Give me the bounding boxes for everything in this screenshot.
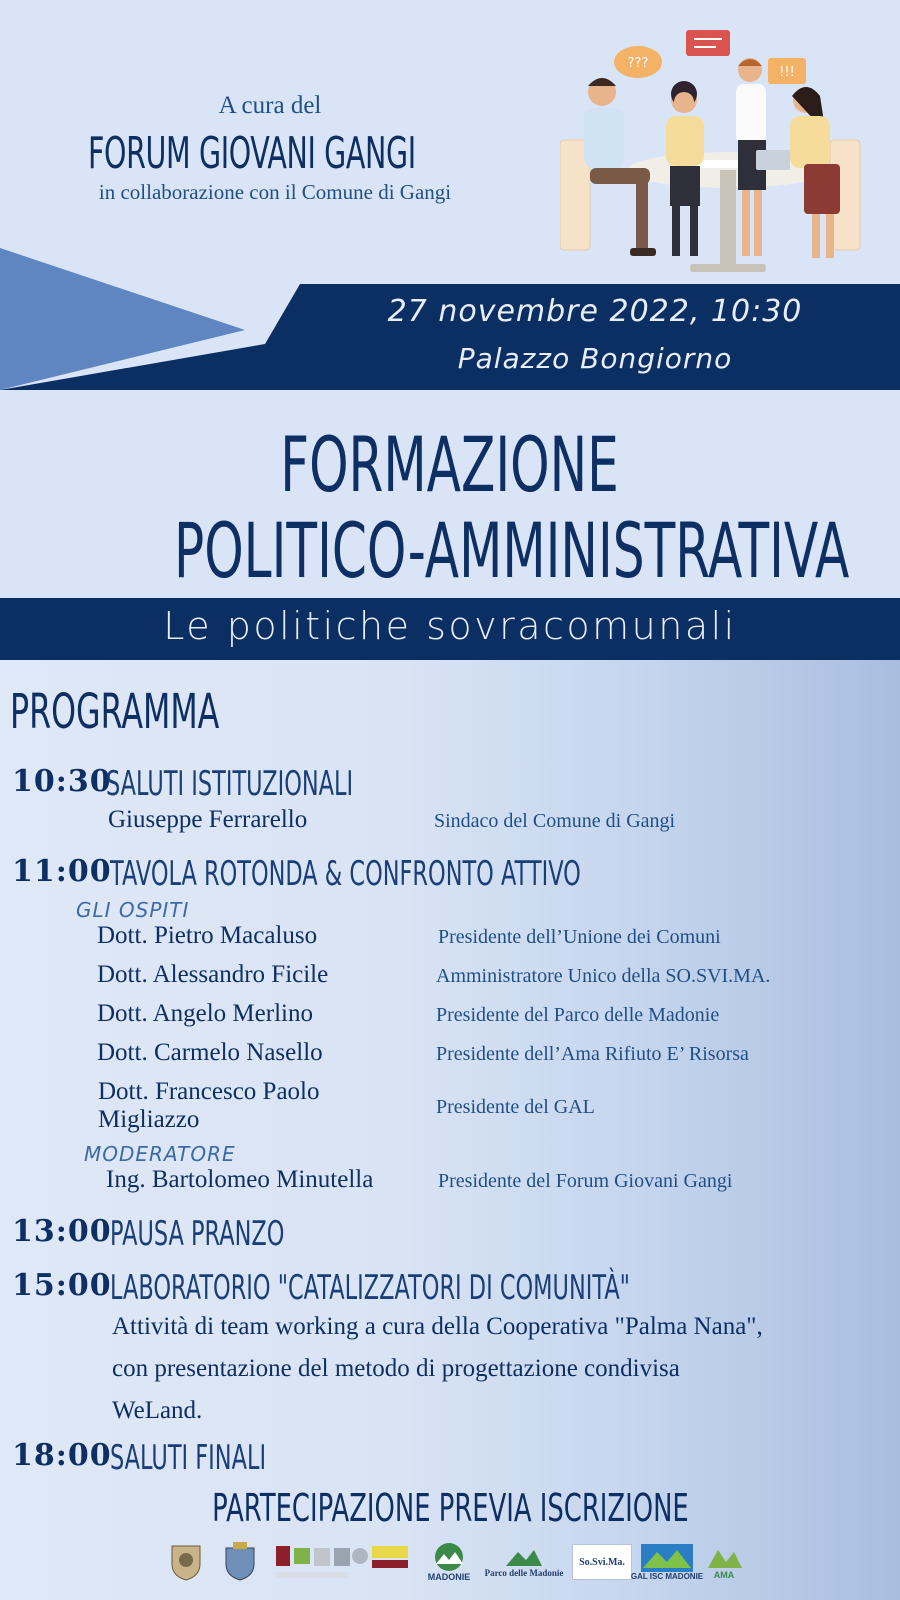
guest-role: Amministratore Unico della SO.SVI.MA. (436, 965, 771, 987)
guest-name: Dott. Alessandro Ficile (97, 961, 329, 988)
session-time: 18:00 (12, 1438, 112, 1473)
parco-madonie-text: Parco delle Madonie (484, 1568, 564, 1578)
session-time: 15:00 (12, 1268, 112, 1303)
session-title: PAUSA PRANZO (110, 1214, 285, 1254)
registration-note: PARTECIPAZIONE PREVIA ISCRIZIONE (211, 1486, 689, 1530)
session-title: LABORATORIO "CATALIZZATORI DI COMUNITÀ" (110, 1268, 630, 1308)
main-title-line2: POLITICO-AMMINISTRATIVA (173, 506, 850, 595)
comune-gangi-crest-logo (222, 1540, 258, 1584)
event-venue: Palazzo Bongiorno (457, 342, 733, 375)
guest-name: Dott. Angelo Merlino (97, 1000, 313, 1027)
session-description: Attività di team working a cura della Cooperativa "Palma Nana", con presentazione del metodo di progettazione condivisa WeLand. (112, 1313, 763, 1424)
svg-text:???: ??? (627, 56, 649, 71)
event-date-time: 27 novembre 2022, 10:30 (387, 294, 803, 329)
main-title-line1: FORMAZIONE (280, 420, 620, 509)
guest-role: Presidente dell’Ama Rifiuto E’ Risorsa (436, 1043, 749, 1065)
guests-label: GLI OSPITI (76, 898, 190, 922)
session-time: 13:00 (12, 1214, 112, 1249)
partner-logos-strip (276, 1540, 412, 1584)
session-time: 10:30 (12, 764, 112, 799)
madonie-logo-text: MADONIE (427, 1572, 471, 1582)
guest-role: Presidente dell’Unione dei Comuni (438, 926, 721, 948)
ama-logo-text: AMA (713, 1570, 735, 1580)
sosvima-logo-text: So.Svi.Ma. (579, 1556, 625, 1568)
sosvima-logo (572, 1540, 632, 1584)
programma-heading: PROGRAMMA (10, 684, 220, 740)
subtitle: Le politiche sovracomunali (163, 604, 737, 648)
speaker-name: Giuseppe Ferrarello (108, 806, 308, 833)
svg-text:!!!: !!! (779, 65, 795, 80)
ama-logo (702, 1540, 746, 1584)
parco-madonie-logo (486, 1540, 562, 1584)
municipal-crest-logo (166, 1540, 206, 1584)
gal-logo-text: GAL ISC MADONIE (630, 1571, 704, 1581)
guest-name: Dott. Pietro Macaluso (97, 922, 318, 949)
moderator-role: Presidente del Forum Giovani Gangi (438, 1170, 733, 1192)
madonie-logo (428, 1540, 470, 1584)
gal-isc-madonie-logo (630, 1540, 704, 1584)
session-title: SALUTI FINALI (110, 1438, 267, 1478)
guest-name: Dott. Francesco Paolo (98, 1078, 320, 1105)
speaker-role: Sindaco del Comune di Gangi (434, 810, 676, 832)
collaboration-line: in collaborazione con il Comune di Gangi (98, 180, 452, 204)
session-title: SALUTI ISTITUZIONALI (106, 764, 354, 804)
guest-role: Presidente del Parco delle Madonie (436, 1004, 720, 1026)
guest-name: Dott. Carmelo Nasello (97, 1039, 323, 1066)
team-meeting-illustration (560, 20, 890, 280)
guest-role: Presidente del GAL (436, 1096, 595, 1118)
moderator-label: MODERATORE (84, 1142, 236, 1166)
organizer-name: FORUM GIOVANI GANGI (88, 128, 416, 179)
moderator-name: Ing. Bartolomeo Minutella (106, 1166, 374, 1193)
guest-name-continued: Migliazzo (98, 1106, 200, 1133)
session-time: 11:00 (12, 854, 112, 889)
curated-by-label: A cura del (218, 92, 322, 119)
session-title: TAVOLA ROTONDA & CONFRONTO ATTIVO (110, 854, 581, 894)
